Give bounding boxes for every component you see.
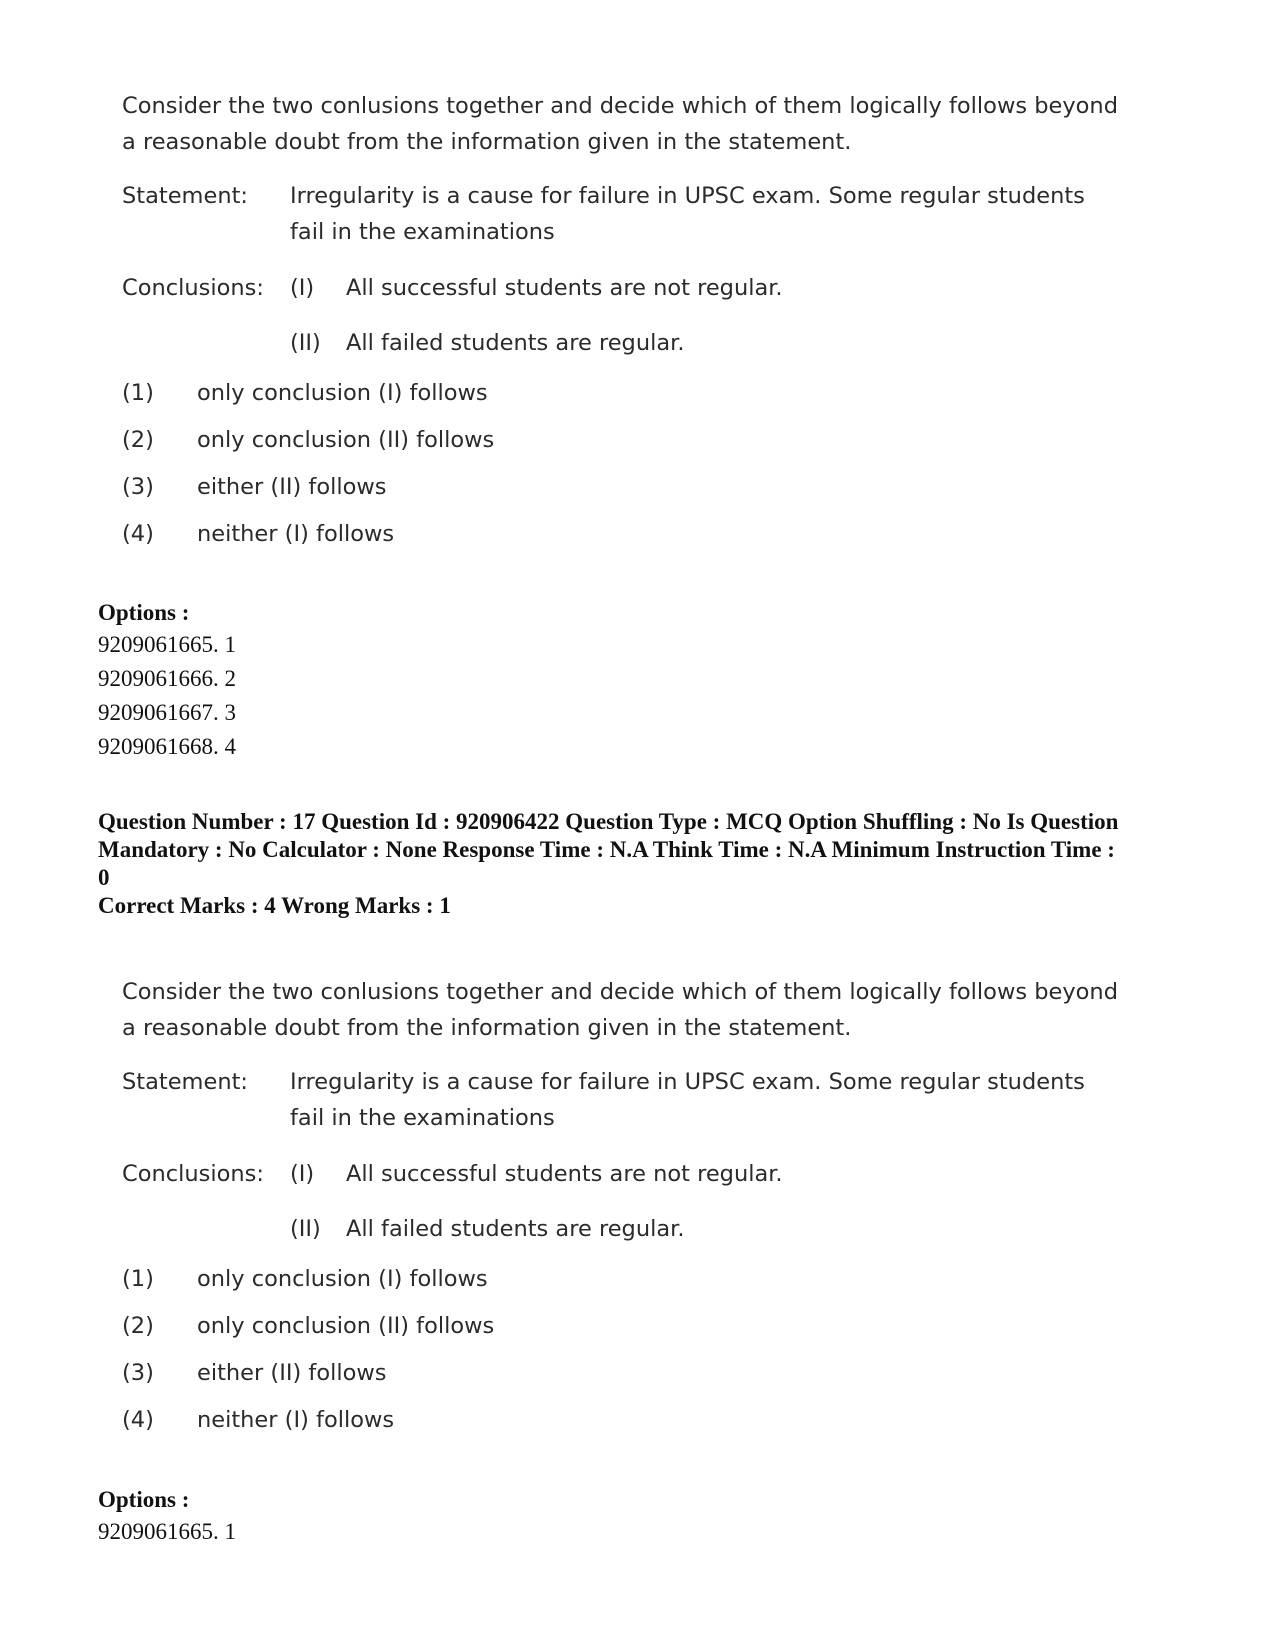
conclusion-text: All successful students are not regular. (346, 275, 783, 301)
conclusions-label: Conclusions: (122, 275, 264, 301)
choice-item: (4) neither (I) follows (122, 520, 395, 547)
conclusion-number: (II) (290, 1216, 321, 1242)
choice-item: (1) only conclusion (I) follows (122, 379, 488, 406)
conclusion-text: All failed students are regular. (346, 1216, 685, 1242)
statement-label: Statement: (122, 1069, 248, 1095)
statement-row (122, 178, 1122, 250)
conclusion-text: All failed students are regular. (346, 330, 685, 356)
conclusion-text: All successful students are not regular. (346, 1161, 783, 1187)
statement-row (122, 1064, 1122, 1136)
question-image-2 (122, 974, 1122, 1443)
choice-item: (4) neither (I) follows (122, 1406, 395, 1433)
choice-item: (3) either (II) follows (122, 473, 387, 500)
conclusion-number: (II) (290, 330, 321, 356)
conclusion-row-2 (122, 1211, 1122, 1247)
option-item: 9209061665. 1 (98, 632, 236, 657)
choice-item: (3) either (II) follows (122, 1359, 387, 1386)
option-item: 9209061668. 4 (98, 734, 236, 759)
statement-text: Irregularity is a cause for failure in UPSC exam. Some regular students fail in the examinations (290, 183, 1085, 245)
options-list (98, 628, 236, 764)
conclusion-number: (I) (290, 275, 315, 301)
choice-item: (2) only conclusion (II) follows (122, 426, 495, 453)
question-image-1 (122, 88, 1122, 557)
question-intro: Consider the two conlusions together and decide which of them logically follows beyond a reasonable doubt from the information given in the statement. (122, 979, 1118, 1041)
question-intro: Consider the two conlusions together and decide which of them logically follows beyond a reasonable doubt from the information given in the statement. (122, 93, 1118, 155)
conclusion-number: (I) (290, 1161, 315, 1187)
question-meta: Question Number : 17 Question Id : 920906422 Question Type : MCQ Option Shuffling : No Is Question Mandatory : No Calculator : None Response Time : N.A Think Time : N.A Minimum Instruction Time : 0 (98, 809, 1119, 890)
options-heading: Options : (98, 1487, 190, 1512)
options-heading: Options : (98, 600, 190, 625)
statement-text: Irregularity is a cause for failure in UPSC exam. Some regular students fail in the examinations (290, 1069, 1085, 1131)
option-item: 9209061666. 2 (98, 666, 236, 691)
conclusion-row-1 (122, 1156, 1122, 1192)
option-item: 9209061665. 1 (98, 1519, 236, 1544)
choice-item: (1) only conclusion (I) follows (122, 1265, 488, 1292)
statement-label: Statement: (122, 183, 248, 209)
options-list (98, 1515, 236, 1549)
conclusion-row-2 (122, 325, 1122, 361)
choice-list (122, 369, 1122, 557)
choice-list (122, 1255, 1122, 1443)
option-item: 9209061667. 3 (98, 700, 236, 725)
conclusions-label: Conclusions: (122, 1161, 264, 1187)
question-marks: Correct Marks : 4 Wrong Marks : 1 (98, 893, 451, 918)
choice-item: (2) only conclusion (II) follows (122, 1312, 495, 1339)
conclusion-row-1 (122, 270, 1122, 306)
